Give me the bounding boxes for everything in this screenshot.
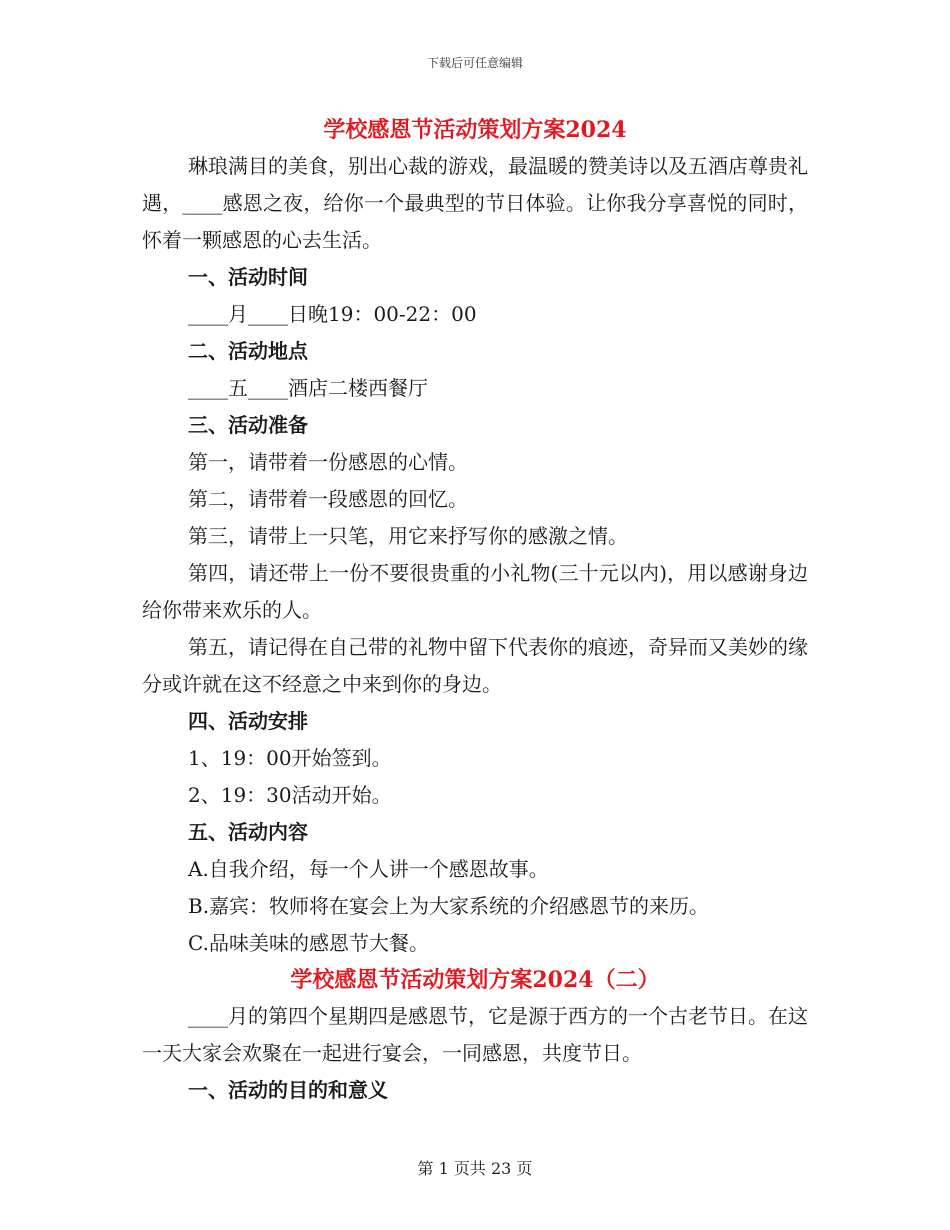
list-item: 第五，请记得在自己带的礼物中留下代表你的痕迹，奇异而又美妙的缘分或许就在这不经意之中来到你的身边。 [142, 635, 808, 696]
document-body [142, 112, 808, 1109]
document-title: 学校感恩节活动策划方案2024 [323, 117, 627, 143]
section-text-time: ____月____日晚19：00-22：00 [188, 302, 477, 326]
intro-paragraph-2: ____月的第四个星期四是感恩节，它是源于西方的一个古老节日。在这一天大家会欢聚在一起进行宴会，一同感恩，共度节日。 [142, 1004, 808, 1065]
list-item: 第四，请还带上一份不要很贵重的小礼物(三十元以内)，用以感谢身边给你带来欢乐的人。 [142, 561, 808, 622]
list-item: A.自我介绍，每一个人讲一个感恩故事。 [188, 857, 549, 881]
list-item: B.嘉宾：牧师将在宴会上为大家系统的介绍感恩节的来历。 [188, 894, 710, 918]
section-heading-content: 五、活动内容 [188, 820, 308, 844]
list-item: 第三，请带上一只笔，用它来抒写你的感激之情。 [188, 524, 628, 548]
section-heading-location: 二、活动地点 [188, 339, 308, 363]
document-title-2: 学校感恩节活动策划方案2024（二） [290, 967, 660, 993]
page-header: 下载后可任意编辑 [426, 56, 523, 70]
section-heading-time: 一、活动时间 [188, 265, 308, 289]
section-text-location: ____五____酒店二楼西餐厅 [188, 376, 428, 400]
list-item: 第一，请带着一份感恩的心情。 [188, 450, 468, 474]
section-heading-preparation: 三、活动准备 [188, 413, 308, 437]
list-item: 2、19：30活动开始。 [188, 783, 392, 807]
intro-paragraph: 琳琅满目的美食，别出心裁的游戏，最温暖的赞美诗以及五酒店尊贵礼遇，____感恩之夜，给你一个最典型的节日体验。让你我分享喜悦的同时，怀着一颗感恩的心去生活。 [142, 154, 808, 252]
section-heading-schedule: 四、活动安排 [188, 709, 308, 733]
list-item: C.品味美味的感恩节大餐。 [188, 931, 429, 955]
list-item: 1、19：00开始签到。 [188, 746, 392, 770]
page-footer: 第 1 页共 23 页 [417, 1159, 533, 1178]
list-item: 第二，请带着一段感恩的回忆。 [188, 487, 468, 511]
section-heading-purpose: 一、活动的目的和意义 [188, 1078, 388, 1102]
